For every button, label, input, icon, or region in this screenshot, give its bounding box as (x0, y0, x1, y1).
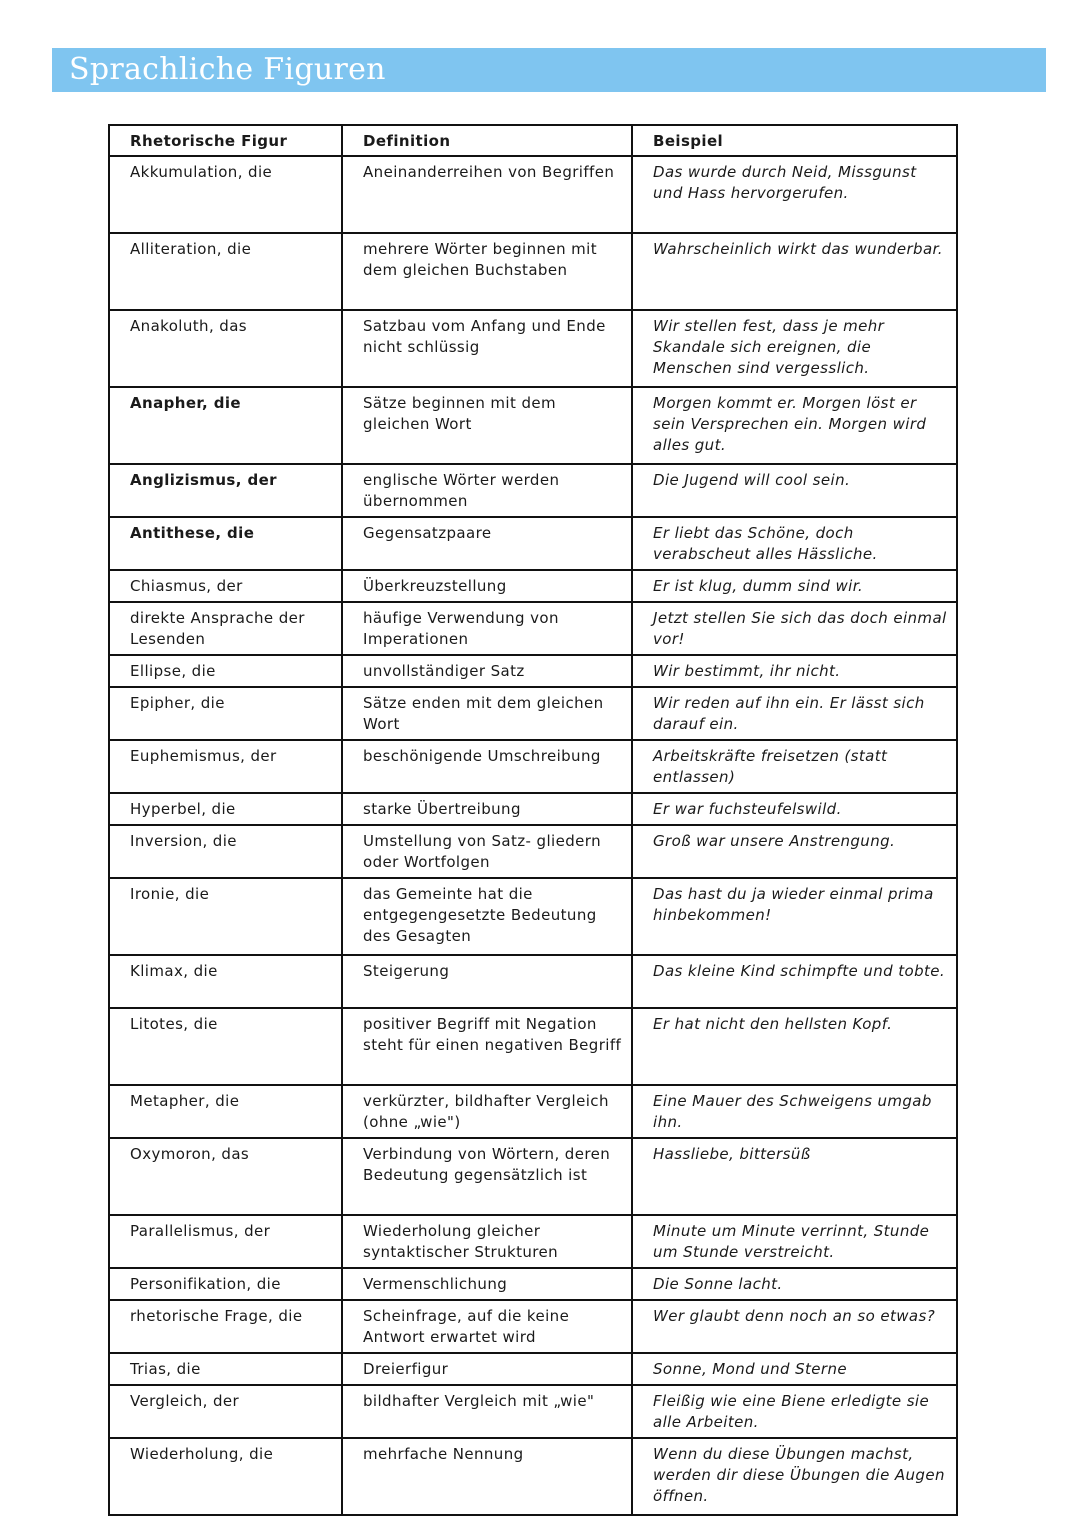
title-bar (52, 48, 1046, 92)
page-title: Sprachliche Figuren (69, 52, 386, 87)
example-cell: Eine Mauer des Schweigens umgab ihn. (632, 1085, 957, 1138)
example-cell: Das kleine Kind schimpfte und tobte. (632, 955, 957, 1008)
figure-cell: Anapher, die (109, 387, 342, 464)
figure-cell: Chiasmus, der (109, 570, 342, 602)
definition-cell: positiver Begriff mit Negation steht für einen negativen Begriff (342, 1008, 632, 1085)
table-row (109, 156, 957, 233)
example-cell: Wir bestimmt, ihr nicht. (632, 655, 957, 687)
example-cell: Wer glaubt denn noch an so etwas? (632, 1300, 957, 1353)
definition-cell: unvollständiger Satz (342, 655, 632, 687)
table-row (109, 517, 957, 570)
figure-cell: Anakoluth, das (109, 310, 342, 387)
figure-cell: Vergleich, der (109, 1385, 342, 1438)
table-row (109, 1215, 957, 1268)
table-row (109, 233, 957, 310)
example-cell: Fleißig wie eine Biene erledigte sie alle Arbeiten. (632, 1385, 957, 1438)
example-cell: Das hast du ja wieder einmal prima hinbekommen! (632, 878, 957, 955)
table-row (109, 955, 957, 1008)
definition-cell: Umstellung von Satz- gliedern oder Wortfolgen (342, 825, 632, 878)
example-cell: Minute um Minute verrinnt, Stunde um Stunde verstreicht. (632, 1215, 957, 1268)
figure-cell: Oxymoron, das (109, 1138, 342, 1215)
definition-cell: verkürzter, bildhafter Vergleich (ohne „wie") (342, 1085, 632, 1138)
table-row (109, 1008, 957, 1085)
example-cell: Groß war unsere Anstrengung. (632, 825, 957, 878)
figure-cell: Metapher, die (109, 1085, 342, 1138)
table-row (109, 310, 957, 387)
figure-cell: Ellipse, die (109, 655, 342, 687)
example-cell: Wenn du diese Übungen machst, werden dir diese Übungen die Augen öffnen. (632, 1438, 957, 1515)
example-cell: Hassliebe, bittersüß (632, 1138, 957, 1215)
table-row (109, 464, 957, 517)
definition-cell: Sätze enden mit dem gleichen Wort (342, 687, 632, 740)
table-row (109, 655, 957, 687)
table-row (109, 825, 957, 878)
table-row (109, 1268, 957, 1300)
definition-cell: beschönigende Umschreibung (342, 740, 632, 793)
definition-cell: Wiederholung gleicher syntaktischer Strukturen (342, 1215, 632, 1268)
example-cell: Er hat nicht den hellsten Kopf. (632, 1008, 957, 1085)
example-cell: Wahrscheinlich wirkt das wunderbar. (632, 233, 957, 310)
example-cell: Sonne, Mond und Sterne (632, 1353, 957, 1385)
figure-cell: Litotes, die (109, 1008, 342, 1085)
example-cell: Jetzt stellen Sie sich das doch einmal vor! (632, 602, 957, 655)
figure-cell: Ironie, die (109, 878, 342, 955)
example-cell: Wir stellen fest, dass je mehr Skandale sich ereignen, die Menschen sind vergesslich. (632, 310, 957, 387)
example-cell: Morgen kommt er. Morgen löst er sein Versprechen ein. Morgen wird alles gut. (632, 387, 957, 464)
definition-cell: mehrere Wörter beginnen mit dem gleichen Buchstaben (342, 233, 632, 310)
table-row (109, 1353, 957, 1385)
table-row (109, 602, 957, 655)
example-cell: Er liebt das Schöne, doch verabscheut alles Hässliche. (632, 517, 957, 570)
figure-cell: Wiederholung, die (109, 1438, 342, 1515)
table-header-row (109, 125, 957, 156)
definition-cell: Aneinanderreihen von Begriffen (342, 156, 632, 233)
figure-cell: Antithese, die (109, 517, 342, 570)
figure-cell: Akkumulation, die (109, 156, 342, 233)
definition-cell: das Gemeinte hat die entgegengesetzte Bedeutung des Gesagten (342, 878, 632, 955)
figures-table-container (108, 124, 956, 1516)
figure-cell: Parallelismus, der (109, 1215, 342, 1268)
figure-cell: Hyperbel, die (109, 793, 342, 825)
table-row (109, 687, 957, 740)
figure-cell: rhetorische Frage, die (109, 1300, 342, 1353)
column-header-definition: Definition (342, 125, 632, 156)
table-row (109, 1438, 957, 1515)
definition-cell: Verbindung von Wörtern, deren Bedeutung gegensätzlich ist (342, 1138, 632, 1215)
definition-cell: Vermenschlichung (342, 1268, 632, 1300)
example-cell: Die Jugend will cool sein. (632, 464, 957, 517)
figure-cell: Personifikation, die (109, 1268, 342, 1300)
definition-cell: Satzbau vom Anfang und Ende nicht schlüssig (342, 310, 632, 387)
table-row (109, 1085, 957, 1138)
definition-cell: Scheinfrage, auf die keine Antwort erwartet wird (342, 1300, 632, 1353)
figure-cell: Inversion, die (109, 825, 342, 878)
definition-cell: Steigerung (342, 955, 632, 1008)
definition-cell: Dreierfigur (342, 1353, 632, 1385)
example-cell: Das wurde durch Neid, Missgunst und Hass hervorgerufen. (632, 156, 957, 233)
table-row (109, 740, 957, 793)
table-row (109, 1138, 957, 1215)
example-cell: Wir reden auf ihn ein. Er lässt sich darauf ein. (632, 687, 957, 740)
table-row (109, 570, 957, 602)
example-cell: Arbeitskräfte freisetzen (statt entlassen) (632, 740, 957, 793)
figure-cell: Alliteration, die (109, 233, 342, 310)
table-row (109, 1300, 957, 1353)
definition-cell: Gegensatzpaare (342, 517, 632, 570)
definition-cell: Überkreuzstellung (342, 570, 632, 602)
table-row (109, 387, 957, 464)
table-row (109, 1385, 957, 1438)
column-header-example: Beispiel (632, 125, 957, 156)
column-header-figure: Rhetorische Figur (109, 125, 342, 156)
definition-cell: Sätze beginnen mit dem gleichen Wort (342, 387, 632, 464)
figure-cell: Epipher, die (109, 687, 342, 740)
definition-cell: starke Übertreibung (342, 793, 632, 825)
figure-cell: direkte Ansprache der Lesenden (109, 602, 342, 655)
definition-cell: bildhafter Vergleich mit „wie" (342, 1385, 632, 1438)
definition-cell: englische Wörter werden übernommen (342, 464, 632, 517)
figure-cell: Anglizismus, der (109, 464, 342, 517)
table-row (109, 793, 957, 825)
definition-cell: häufige Verwendung von Imperationen (342, 602, 632, 655)
example-cell: Er ist klug, dumm sind wir. (632, 570, 957, 602)
figure-cell: Klimax, die (109, 955, 342, 1008)
rhetorical-figures-table (108, 124, 958, 1516)
figure-cell: Trias, die (109, 1353, 342, 1385)
example-cell: Die Sonne lacht. (632, 1268, 957, 1300)
definition-cell: mehrfache Nennung (342, 1438, 632, 1515)
example-cell: Er war fuchsteufelswild. (632, 793, 957, 825)
figure-cell: Euphemismus, der (109, 740, 342, 793)
table-row (109, 878, 957, 955)
